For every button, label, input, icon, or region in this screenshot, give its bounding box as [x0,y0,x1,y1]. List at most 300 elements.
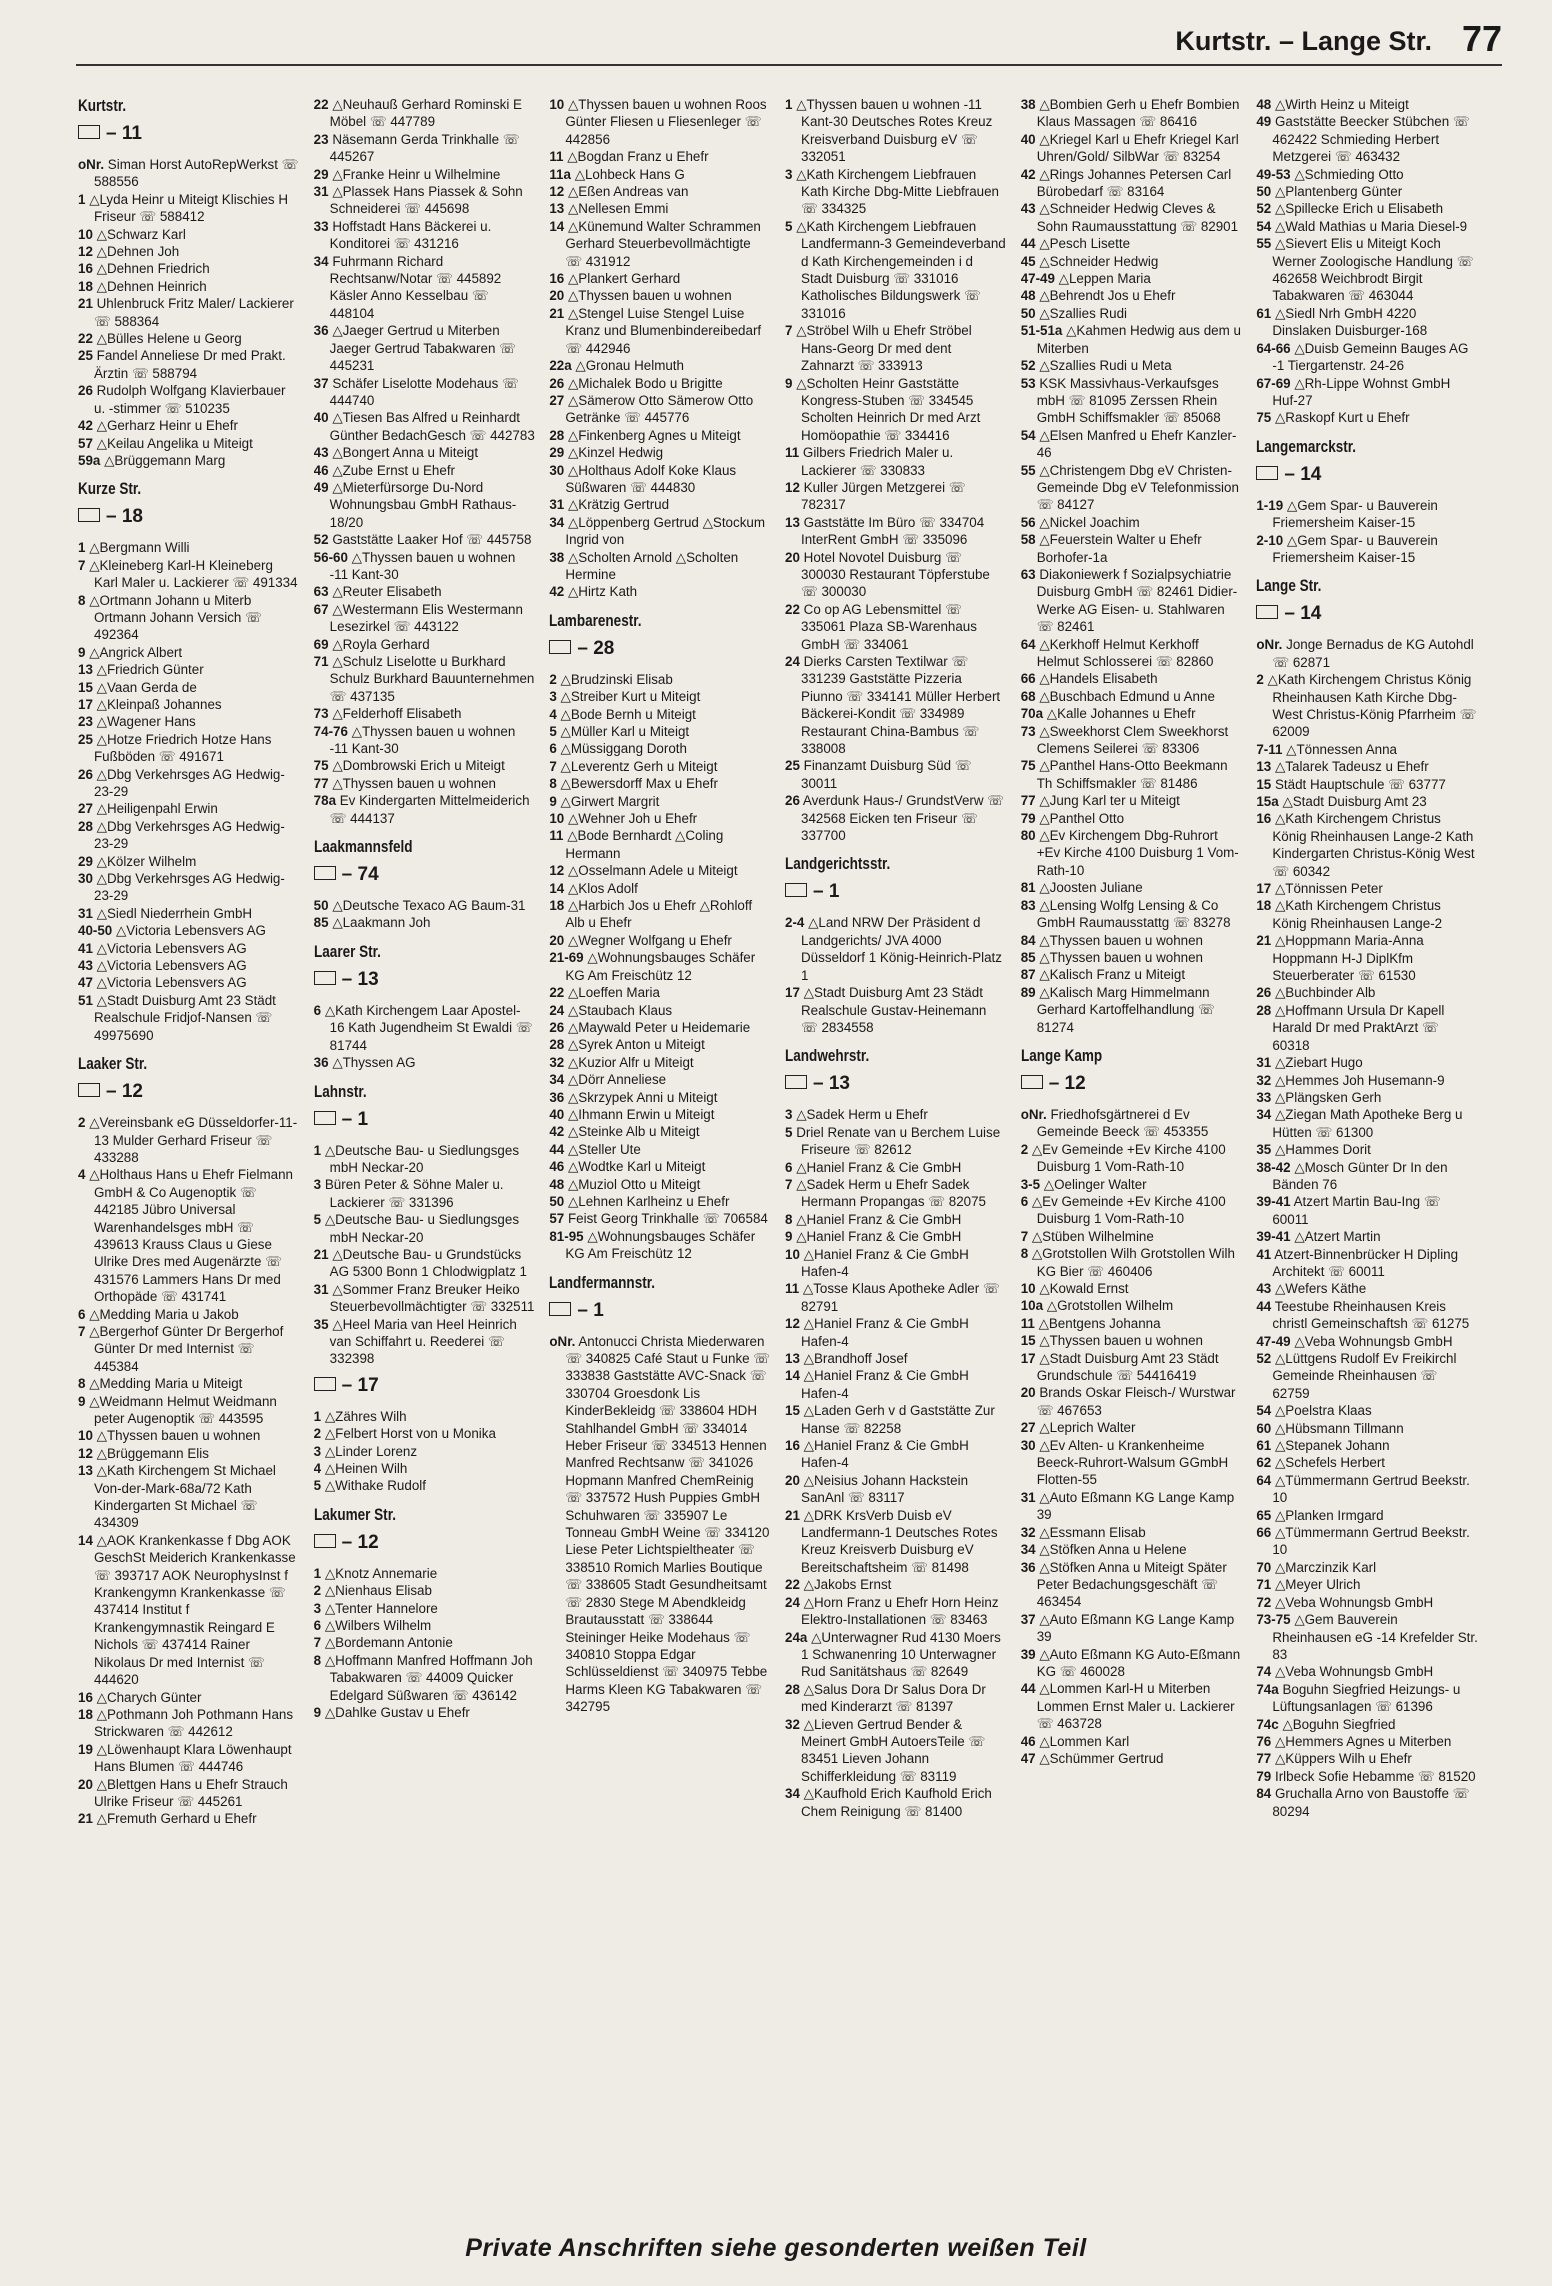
directory-entry [78,191,300,226]
house-number: 31 [313,1281,329,1297]
directory-entry [785,1315,1007,1350]
directory-entry [78,382,300,417]
directory-entry [314,409,536,444]
directory-entry [78,731,300,766]
entry-text: △Bombien Gerh u Ehefr Bombien Klaus Massagen ☏ 86416 [1036,97,1240,130]
house-number: 32 [785,1716,800,1732]
entry-text: Gaststätte Beecker Stübchen ☏ 462422 Schmieding Herbert Metzgerei ☏ 463432 [1272,114,1470,165]
directory-entry [1256,1228,1478,1245]
directory-column [1021,96,1243,2176]
house-number: 37 [313,375,329,391]
house-number: oNr. [1020,1106,1047,1122]
house-number: 47-49 [1256,1333,1291,1349]
entry-text: △Mieterfürsorge Du-Nord Wohnungsbau GmbH Rathaus-18/20 [329,479,517,530]
entry-text: △DRK KrsVerb Duisb eV Landfermann-1 Deutsches Rotes Kreuz Kreisverb Duisburg eV Bereitschaftsheim ☏ 81498 [801,1507,998,1575]
directory-entry [314,723,536,758]
directory-entry [1256,636,1478,671]
directory-column [314,96,536,2176]
directory-column [78,96,300,2176]
entry-text: △Sievert Elis u Miteigt Koch Werner Zoologische Handlung ☏ 462658 Weichbrodt Birgit Tabakwaren ☏ 463044 [1272,236,1474,304]
entry-text: Irlbeck Sofie Hebamme ☏ 81520 [1275,1768,1476,1784]
directory-entry [1256,1002,1478,1054]
directory-entry [549,1210,771,1227]
directory-entry [1021,1384,1243,1419]
house-number: 15 [1256,776,1272,792]
house-number: 79 [1256,1768,1272,1784]
entry-text: △Holthaus Hans u Ehefr Fielmann GmbH & Co Augenoptik ☏ 442185 Jübro Universal Warenhandelsges mbH ☏ 439613 Krauss Claus u Giese Ulrike Dres med Augenärzte ☏ 431576 Lammers Hans Dr med Orthopäde ☏ 431741 [89,1167,294,1305]
directory-entry [1256,183,1478,200]
directory-entry [78,1445,300,1462]
house-number: 4 [549,706,557,722]
postal-district-number: – 12 [341,1531,379,1553]
directory-entry [78,1306,300,1323]
entry-text: Jonge Bernadus de KG Autohdl ☏ 62871 [1272,637,1474,670]
directory-entry [549,218,771,270]
house-number: 44 [1256,1298,1272,1314]
entry-text: △Withake Rudolf [324,1478,426,1494]
entry-text: △Plängsken Gerh [1275,1089,1382,1105]
entry-text: △Schmieding Otto [1294,166,1404,182]
directory-entry [1256,1611,1478,1663]
directory-entry [549,1036,771,1053]
entry-text: Siman Horst AutoRepWerkst ☏ 588556 [94,157,299,190]
house-number: 7 [78,1323,86,1339]
directory-entry [314,1600,536,1617]
house-number: 48 [1256,97,1272,112]
directory-entry [78,922,300,939]
house-number: 41 [78,940,93,956]
house-number: 28 [1256,1002,1272,1018]
entry-text: △Bergerhof Günter Dr Bergerhof Günter Dr med Internist ☏ 445384 [89,1323,284,1374]
entry-text: △Scholten Heinr Gaststätte Kongress-Stuben ☏ 334545 Scholten Heinrich Dr med Arzt Homöopathie ☏ 334416 [796,375,981,443]
house-number: 67-69 [1256,375,1291,391]
house-number: 6 [78,1306,86,1322]
directory-entry [785,984,1007,1036]
entry-text: △Gerharz Heinr u Ehefr [96,418,238,434]
directory-entry [1256,1298,1478,1333]
house-number: 71 [1256,1577,1272,1593]
directory-entry [785,1785,1007,1820]
directory-entry [314,1634,536,1651]
entry-text: △Lüttgens Rudolf Ev Freikirchl Gemeinde Rheinhausen ☏ 62759 [1272,1351,1457,1401]
house-number: 25 [78,348,93,364]
entry-text: △Sweekhorst Clem Sweekhorst Clemens Seilerei ☏ 83306 [1036,723,1229,757]
entry-text: △Atzert Martin [1294,1229,1381,1245]
house-number: 29 [78,853,93,869]
envelope-icon [314,1534,336,1548]
house-number: 5 [549,724,557,739]
directory-entry [314,1054,536,1071]
entry-text: △Weidmann Helmut Weidmann peter Augenoptik ☏ 443595 [89,1393,277,1426]
entry-text: △Victoria Lebensvers AG [96,958,247,974]
postal-district-number: – 11 [106,123,142,144]
entry-text: △Bordemann Antonie [324,1635,453,1651]
entry-text: △Horn Franz u Ehefr Horn Heinz Elektro-Installationen ☏ 83463 [801,1594,999,1628]
postal-district-number: – 1 [577,1299,604,1321]
postal-district [78,122,300,146]
directory-entry [1256,305,1478,340]
entry-text: △Tümmermann Gertrud Beekstr. 10 [1272,1472,1470,1506]
directory-entry [1256,1420,1478,1437]
directory-entry [314,897,536,914]
entry-text: △Hemmes Joh Husemann-9 [1275,1072,1445,1088]
entry-text: △Thyssen bauen u wohnen [1039,949,1203,965]
entry-text: Co op AG Lebensmittel ☏ 335061 Plaza SB-Warenhaus GmbH ☏ 334061 [801,601,977,652]
directory-entry [1021,897,1243,932]
entry-text: △Deutsche Bau- u Grundstücks AG 5300 Bonn 1 Chlodwigplatz 1 [329,1246,527,1280]
directory-entry [78,661,300,678]
postal-district [1256,463,1478,487]
directory-entry [78,1462,300,1532]
house-number: 64 [1020,636,1036,652]
directory-entry [314,218,536,253]
house-number: 11 [785,1281,800,1297]
entry-text: △Pothmann Joh Pothmann Hans Strickwaren ☏ 442612 [94,1706,294,1740]
street-heading: Kurze Str. [78,480,142,499]
entry-text: △Rh-Lippe Wohnst GmbH Huf-27 [1272,375,1451,408]
directory-entry [549,444,771,461]
entry-text: △Ihmann Erwin u Miteigt [567,1106,715,1122]
directory-entry [314,1408,536,1425]
entry-text: △Haniel Franz & Cie GmbH Hafen-4 [801,1316,969,1349]
entry-text: △Thyssen bauen u wohnen [567,288,732,304]
entry-text: △Kleinpaß Johannes [96,696,222,712]
house-number: 52 [313,532,329,548]
house-number: 50 [549,1193,565,1209]
entry-text: △Hotze Friedrich Hotze Hans Fußböden ☏ 491671 [94,731,272,765]
house-number: 56 [1020,514,1036,530]
directory-entry [314,1246,536,1281]
entry-text: △Kahmen Hedwig aus dem u Miterben [1036,323,1241,356]
directory-entry [549,932,771,949]
directory-entry [78,644,300,661]
house-number: 75 [313,758,329,774]
directory-entry [78,539,300,556]
directory-entry [1021,1419,1243,1436]
entry-text: Gilbers Friedrich Maler u. Lackierer ☏ 330833 [801,445,954,478]
house-number: 11 [549,149,564,165]
entry-text: △Nienhaus Elisab [324,1583,432,1599]
house-number: 89 [1020,984,1036,1000]
envelope-icon [1021,1075,1043,1089]
directory-entry [785,1594,1007,1629]
directory-entry [1256,1716,1478,1733]
directory-entry [1256,235,1478,305]
directory-entry [314,1443,536,1460]
house-number: 28 [549,1037,565,1053]
directory-entry [785,1124,1007,1159]
house-number: 34 [549,1072,565,1088]
directory-entry [1021,1245,1243,1280]
entry-text: △Michalek Bodo u Brigitte [567,375,723,391]
house-number: 52 [1256,201,1272,217]
entry-text: △Auto Eßmann KG Lange Kamp 39 [1036,1489,1235,1523]
house-number: 6 [1020,1193,1029,1209]
entry-text: △Laden Gerh v d Gaststätte Zur Hanse ☏ 82258 [801,1403,995,1436]
entry-text: △Ströbel Wilh u Ehefr Ströbel Hans-Georg Dr med dent Zahnarzt ☏ 333913 [796,323,972,374]
entry-text: △Müssiggang Doroth [560,741,687,757]
entry-text: △Wald Mathias u Maria Diesel-9 [1275,218,1468,234]
directory-entry [549,949,771,984]
house-number: 20 [549,932,565,948]
house-number: 16 [785,1438,800,1454]
directory-entry [785,1716,1007,1786]
directory-entry [549,1176,771,1193]
house-number: 87 [1020,967,1036,983]
house-number: 37 [1020,1611,1036,1627]
directory-entry [785,1629,1007,1681]
directory-entry [785,1681,1007,1716]
entry-text: △Hübsmann Tillmann [1275,1420,1404,1436]
house-number: 22 [785,1577,800,1593]
house-number: 46 [549,1159,565,1175]
entry-text: △Gem Bauverein Rheinhausen eG -14 Krefelder Str. 83 [1272,1612,1478,1662]
house-number: 20 [78,1776,93,1792]
house-number: 77 [1256,1751,1272,1767]
house-number: 24 [549,1002,565,1018]
directory-entry [1256,1141,1478,1158]
house-number: 40 [1020,131,1036,147]
postal-district-number: – 1 [341,1108,369,1130]
entry-text: △Elsen Manfred u Ehefr Kanzler-46 [1036,427,1237,461]
house-number: 66 [1020,671,1036,687]
entry-text: Fandel Anneliese Dr med Prakt. Ärztin ☏ 588794 [94,348,286,381]
house-number: 56-60 [313,549,348,565]
house-number: 21 [549,305,565,321]
entry-text: △Hoffmann Manfred Hoffmann Joh Tabakwaren ☏ 44009 Quicker Edelgard Süßwaren ☏ 436142 [324,1652,533,1703]
entry-text: △Ev Kirchengem Dbg-Ruhrort +Ev Kirche 4100 Duisburg 1 Vom-Rath-10 [1036,828,1239,878]
house-number: 10 [78,1428,93,1444]
entry-text: △Kölzer Wilhelm [96,853,197,869]
house-number: 23 [78,714,93,730]
house-number: 47 [78,975,93,991]
house-number: 68 [1020,688,1036,704]
house-number: 30 [549,462,565,478]
entry-text: △Kath Kirchengem Christus König Rheinhausen Lange-2 [1272,898,1443,931]
house-number: 26 [1256,985,1272,1001]
entry-text: △Stöfken Anna u Miteigt Später Peter Bedachungsgeschäft ☏ 463454 [1036,1559,1227,1610]
entry-text: △Klos Adolf [567,880,638,896]
directory-entry [1021,1228,1243,1245]
entry-text: △Pesch Lisette [1039,236,1131,252]
house-number: 35 [1256,1142,1272,1158]
directory-entry [1021,322,1243,357]
entry-text: △Lieven Gertrud Bender & Meinert GmbH AutoersTeile ☏ 83451 Lieven Johann Schifferkleidung ☏ 83119 [801,1716,986,1784]
directory-entry [549,200,771,217]
house-number: 43 [78,958,93,974]
house-number: 35 [313,1316,329,1332]
entry-text: Feist Georg Trinkhalle ☏ 706584 [567,1211,768,1227]
entry-text: △Küppers Wilh u Ehefr [1275,1751,1412,1767]
entry-text: △Essmann Elisab [1039,1524,1146,1540]
directory-entry [314,462,536,479]
entry-text: Gaststätte Laaker Hof ☏ 445758 [332,532,532,548]
directory-entry [1256,1594,1478,1611]
entry-text: △Wodtke Karl u Miteigt [567,1159,706,1175]
directory-entry [1021,670,1243,687]
entry-text: △Zähres Wilh [324,1408,407,1424]
entry-text: Ev Kindergarten Mittelmeiderich ☏ 444137 [329,793,530,826]
directory-entry [785,1211,1007,1228]
house-number: oNr. [1256,637,1283,653]
entry-text: Driel Renate van u Berchem Luise Friseure ☏ 82612 [796,1124,1001,1158]
entry-text: △Schwarz Karl [96,226,186,242]
entry-text: △Brudzinski Elisab [560,671,673,687]
directory-entry [785,1402,1007,1437]
directory-entry [1256,113,1478,165]
house-number: 26 [549,1019,565,1035]
house-number: 31 [313,184,329,200]
street-heading: Laakmannsfeld [313,838,413,857]
house-number: 21 [78,296,93,312]
entry-text: △Lehnen Karlheinz u Ehefr [567,1193,730,1209]
house-number: 44 [1020,1681,1036,1697]
directory-entry [1256,1246,1478,1281]
postal-district [314,1531,536,1555]
entry-text: △Plassek Hans Piassek & Sohn Schneiderei ☏ 445698 [329,184,523,217]
entry-text: △Dbg Verkehrsges AG Hedwig-23-29 [94,871,285,904]
entry-text: △Wohnungsbauges Schäfer KG Am Freischütz 12 [565,1228,756,1262]
entry-text: △Jaeger Gertrud u Miterben Jaeger Gertrud Tabakwaren ☏ 445231 [329,323,516,374]
directory-entry [1256,671,1478,741]
directory-entry [549,1106,771,1123]
house-number: 16 [78,261,93,277]
running-title: Kurtstr. – Lange Str. [1175,26,1432,56]
directory-entry [785,514,1007,549]
entry-text: Averdunk Haus-/ GrundstVerw ☏ 342568 Eicken ten Friseur ☏ 337700 [801,793,1004,844]
entry-text: △Lensing Wolfg Lensing & Co GmbH Raumausstattg ☏ 83278 [1036,897,1231,931]
directory-entry [314,531,536,548]
postal-district-number: – 18 [106,506,143,528]
house-number: 63 [313,584,329,600]
entry-text: KSK Massivhaus-Verkaufsges mbH ☏ 81095 Zerssen Rhein GmbH Schiffsmakler ☏ 85068 [1036,375,1221,426]
house-number: 51 [78,992,93,1008]
directory-entry [314,479,536,531]
house-number: 2 [549,671,557,687]
directory-entry [314,1652,536,1704]
entry-text: △Dörr Anneliese [567,1072,667,1088]
directory-columns [78,96,1478,2176]
entry-text: △Rings Johannes Petersen Carl Bürobedarf ☏ 83164 [1036,166,1232,200]
directory-entry [1021,1176,1243,1193]
entry-text: △Westermann Elis Westermann Lesezirkel ☏ 443122 [329,601,523,635]
entry-text: △Victoria Lebensvers AG [96,975,247,991]
entry-text: △Deutsche Bau- u Siedlungsges mbH Neckar-20 [324,1212,520,1245]
entry-text: △Thyssen bauen u wohnen -11 Kant-30 Deutsches Rotes Kreuz Kreisverband Duisburg eV ☏ 332051 [796,97,993,165]
directory-entry [314,1176,536,1211]
directory-entry [314,322,536,374]
postal-district-number: – 13 [813,1073,850,1095]
directory-column [549,96,771,2176]
envelope-icon [78,508,100,522]
entry-text: Friedhofsgärtnerei d Ev Gemeinde Beeck ☏ 453355 [1036,1106,1209,1140]
house-number: 10a [1020,1298,1044,1314]
house-number: 4 [313,1461,322,1476]
directory-entry [1021,1106,1243,1141]
entry-text: △Fremuth Gerhard u Ehefr [96,1811,257,1827]
house-number: 40 [313,410,329,426]
house-number: 1 [78,191,86,207]
house-number: 11a [549,166,571,182]
envelope-icon [314,971,336,985]
entry-text: △Felbert Horst von u Monika [324,1426,496,1442]
entry-text: △Syrek Anton u Miteigt [567,1037,705,1053]
entry-text: Näsemann Gerda Trinkhalle ☏ 445267 [329,131,520,165]
house-number: 54 [1256,218,1272,234]
entry-text: Brands Oskar Fleisch-/ Wurstwar ☏ 467653 [1036,1385,1236,1418]
directory-entry [549,793,771,810]
directory-entry [78,1689,300,1706]
house-number: 18 [1256,898,1272,914]
entry-text: △Spillecke Erich u Elisabeth [1275,201,1444,217]
entry-text: Atzert-Binnenbrücker H Dipling Architekt ☏ 60011 [1272,1246,1459,1279]
house-number: 76 [1256,1733,1272,1749]
house-number: 39 [1020,1646,1036,1662]
entry-text: Gaststätte Im Büro ☏ 334704 InterRent GmbH ☏ 335096 [801,514,985,548]
house-number: 74c [1256,1716,1279,1732]
house-number: 70a [1020,706,1044,722]
entry-text: △Buchbinder Alb [1275,985,1376,1001]
entry-text: Rudolph Wolfgang Klavierbauer u. -stimmer ☏ 510235 [94,383,286,416]
entry-text: △Heiligenpahl Erwin [96,801,218,817]
entry-text: △Jung Karl ter u Miteigt [1039,793,1180,809]
house-number: 13 [78,662,93,678]
postal-district [78,505,300,529]
directory-entry [549,1333,771,1716]
house-number: 28 [78,818,93,834]
directory-entry [1021,305,1243,322]
directory-entry [549,1089,771,1106]
street-heading: Kurtstr. [78,97,127,115]
house-number: 16 [78,1689,93,1705]
directory-entry [78,278,300,295]
house-number: 38 [549,549,565,565]
house-number: 42 [78,418,93,434]
entry-text: △Laakmann Joh [332,915,431,931]
directory-entry [1256,1193,1478,1228]
house-number: 12 [78,244,93,260]
directory-entry [1021,1541,1243,1558]
directory-entry [314,1316,536,1368]
directory-entry [78,1375,300,1392]
entry-text: △Krätzig Gertrud [567,497,670,513]
postal-district-number: – 14 [1284,463,1322,485]
house-number: 31 [549,497,565,513]
directory-entry [549,984,771,1001]
envelope-icon [314,1377,336,1391]
house-number: 7 [785,323,793,339]
directory-entry [78,766,300,801]
house-number: 23 [313,131,329,147]
directory-entry [314,653,536,705]
directory-entry [314,183,536,218]
directory-entry [78,243,300,260]
entry-text: △Ortmann Johann u Miterb Ortmann Johann Versich ☏ 492364 [89,592,262,643]
entry-text: △Künemund Walter Schrammen Gerhard Steuerbevollmächtigte ☏ 431912 [565,218,761,269]
directory-entry [314,636,536,653]
directory-entry [1021,1559,1243,1611]
entry-text: △Medding Maria u Miteigt [89,1376,243,1392]
directory-entry [314,705,536,722]
house-number: 73 [1020,723,1036,739]
entry-text: △Hoppmann Maria-Anna Hoppmann H-J DiplKfm Steuerberater ☏ 61530 [1272,933,1424,984]
directory-entry [78,870,300,905]
entry-text: △Szallies Rudi u Meta [1039,358,1172,374]
entry-text: △Brandhoff Josef [803,1351,908,1366]
house-number: 81 [1020,880,1036,896]
street-heading: Langemarckstr. [1256,437,1357,456]
house-number: 31 [78,905,93,921]
